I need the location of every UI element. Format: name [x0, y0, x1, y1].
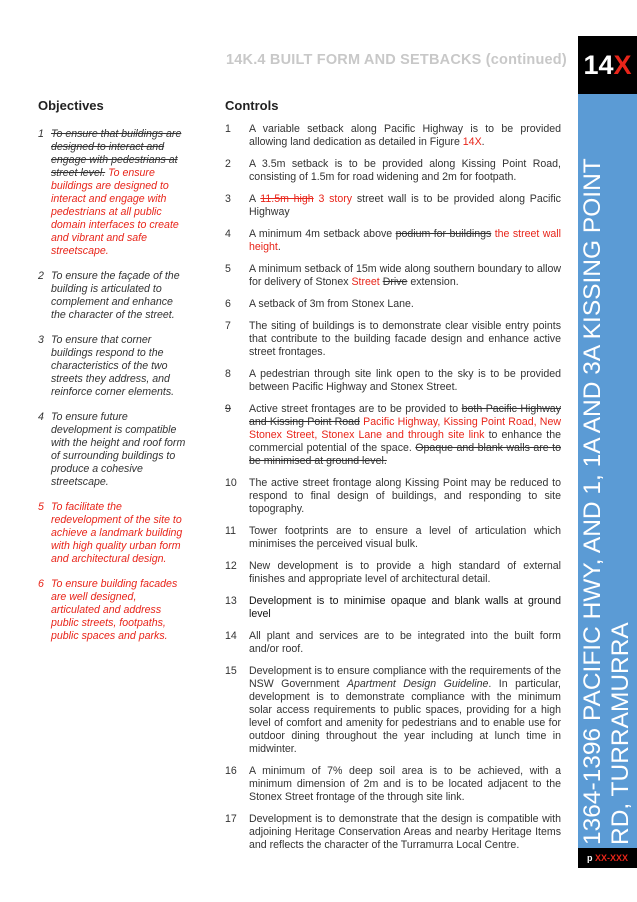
control-item-text [249, 765, 561, 804]
objectives-heading: Objectives [38, 98, 104, 113]
control-item-text [249, 228, 561, 254]
objective-item-text-run: To facilitate the redevelopment of the site to achieve a landmark building with high quality urban form and architectural design. [51, 501, 183, 565]
control-item-text-run: A [249, 193, 261, 205]
control-item [225, 630, 561, 656]
objective-item-text-run: To ensure that corner buildings respond to the characteristics of the two streets they address, and reinforce corner elements. [51, 334, 175, 398]
controls-heading: Controls [225, 98, 279, 113]
control-item-text-run: A minimum of 7% deep soil area is to be achieved, with a minimum dimension of 2m and is to be located adjacent to the Stonex Street frontage of the through site link. [249, 765, 561, 803]
objective-item-text-run: To ensure that buildings are designed to interact and engage with pedestrians at street level. [51, 128, 182, 179]
objective-item [38, 128, 188, 258]
control-item-number: 6 [225, 298, 231, 310]
control-item-text-run: . [277, 241, 281, 253]
control-item-text [249, 403, 561, 468]
control-item-text [249, 320, 561, 359]
control-item-text-run: 11.5m high [260, 193, 314, 205]
objective-item [38, 334, 188, 399]
control-item-text-run: A variable setback along Pacific Highway is to be provided allowing land dedication as detailed in Figure [249, 123, 561, 148]
control-item [225, 403, 561, 468]
objectives-list [38, 128, 188, 655]
control-item-text-run: Apartment Design Guideline [346, 678, 489, 690]
control-item [225, 525, 561, 551]
control-item-number: 15 [225, 665, 237, 677]
control-item-text-run: A minimum 4m setback above [249, 228, 396, 240]
page-title: 14K.4 BUILT FORM AND SETBACKS (continued) [226, 52, 567, 68]
control-item-number: 8 [225, 368, 231, 380]
control-item-text-run: both Pacific Highway and Kissing Point Road [249, 403, 561, 428]
control-item-text [249, 630, 561, 656]
control-item-number: 17 [225, 813, 237, 825]
controls-list [225, 123, 561, 861]
objective-item [38, 270, 188, 322]
control-item-text-run: . In particular, development is to demonstrate compliance with the minimum solar access requirements to public spaces, providing for a high level of comfort and amenity for pedestrians and to enable use for outdoor dining throughout the year including at lunch time in midwinter. [249, 678, 561, 755]
control-item-number: 9 [225, 403, 231, 415]
control-item-text [249, 158, 561, 184]
control-item [225, 158, 561, 184]
control-item-text-run: Development is to minimise opaque and blank walls at ground level [249, 595, 561, 620]
control-item-text-run: 3 story [318, 193, 353, 205]
objective-item [38, 501, 188, 566]
control-item [225, 765, 561, 804]
site-address-line-2: RD, TURRAMURRA [607, 622, 634, 845]
control-item-text [249, 263, 561, 289]
objective-item-number: 1 [38, 128, 44, 140]
control-item [225, 813, 561, 852]
control-item-text-run: A setback of 3m from Stonex Lane. [249, 298, 414, 310]
control-item-text-run: The active street frontage along Kissing Point may be reduced to respond to final design of buildings, and responding to site topography. [249, 477, 561, 515]
control-item-number: 5 [225, 263, 231, 275]
control-item [225, 123, 561, 149]
control-item-text [249, 298, 561, 311]
control-item-number: 4 [225, 228, 231, 240]
objective-item-number: 3 [38, 334, 44, 346]
control-item-number: 11 [225, 525, 236, 537]
control-item-number: 14 [225, 630, 237, 642]
control-item-text-run: Street [351, 276, 380, 288]
control-item-text-run: All plant and services are to be integrated into the built form and/or roof. [249, 630, 561, 655]
control-item-text-run: 14X [462, 136, 482, 148]
control-item [225, 560, 561, 586]
control-item-text [249, 560, 561, 586]
control-item-text-run: Development is to demonstrate that the design is compatible with adjoining Heritage Conservation Areas and nearby Heritage Items and reflects the character of the Turramurra Local Centre. [249, 813, 561, 851]
objective-item-text [51, 128, 188, 258]
control-item-text [249, 123, 561, 149]
control-item-number: 1 [225, 123, 231, 135]
objective-item-number: 5 [38, 501, 44, 513]
control-item-number: 7 [225, 320, 231, 332]
objective-item-text [51, 270, 188, 322]
control-item [225, 263, 561, 289]
control-item [225, 477, 561, 516]
control-item-text-run: . [481, 136, 485, 148]
control-item-text-run: Opaque and blank walls are to be minimised at ground level. [249, 442, 561, 467]
site-address-vertical [579, 85, 635, 845]
control-item-text-run: street wall is to be provided along Pacific Highway [249, 193, 561, 218]
control-item-text-run: Active street frontages are to be provided to [249, 403, 462, 415]
section-code-letter: X [613, 50, 632, 80]
site-address-line-1: 1364-1396 PACIFIC HWY, AND 1, 1A AND 3A KISSING POINT [579, 158, 606, 845]
control-item-text-run: Development is to ensure compliance with the requirements of the NSW Government [249, 665, 561, 690]
control-item-number: 3 [225, 193, 231, 205]
objective-item-text-run: To ensure building facades are well designed, articulated and address public streets, footpaths, public spaces and parks. [51, 578, 178, 642]
control-item [225, 320, 561, 359]
control-item-text-run: A pedestrian through site link open to the sky is to be provided between Pacific Highway and Stonex Street. [249, 368, 561, 393]
page-number: XX-XXX [595, 853, 629, 863]
objective-item-number: 6 [38, 578, 44, 590]
control-item-number: 10 [225, 477, 237, 489]
control-item-text [249, 477, 561, 516]
control-item [225, 665, 561, 756]
control-item-text-run: A 3.5m setback is to be provided along Kissing Point Road, consisting of 1.5m for road widening and 2m for footpath. [249, 158, 561, 183]
objective-item-text-run: To ensure the façade of the building is articulated to complement and enhance the character of the street. [51, 270, 180, 321]
control-item-text-run: extension. [407, 276, 459, 288]
control-item [225, 298, 561, 311]
control-item-number: 16 [225, 765, 237, 777]
objective-item-text [51, 501, 188, 566]
control-item [225, 595, 561, 621]
objective-item-number: 2 [38, 270, 44, 282]
control-item-text-run: A minimum setback of 15m wide along southern boundary to allow for delivery of Stonex [249, 263, 561, 288]
objective-item-text [51, 334, 188, 399]
control-item-text-run: Drive [382, 276, 408, 288]
page-prefix: p [586, 853, 593, 863]
objective-item-text [51, 578, 188, 643]
control-item [225, 228, 561, 254]
control-item-text-run: Tower footprints are to ensure a level of articulation which minimises the perceived visual bulk. [249, 525, 561, 550]
objective-item [38, 578, 188, 643]
control-item [225, 193, 561, 219]
objective-item-text-run: To ensure buildings are designed to interact and engage with pedestrians at all public domain interfaces to create and vibrant and safe streetscape. [51, 167, 179, 257]
control-item-text-run: New development is to provide a high standard of external finishes and appropriate level of architectural detail. [249, 560, 561, 585]
control-item-text-run: podium for buildings [395, 228, 492, 240]
control-item-text-run: Pacific Highway, Kissing Point Road, New Stonex Street, Stonex Lane and through site link [249, 416, 561, 441]
objective-item [38, 411, 188, 489]
control-item-number: 13 [225, 595, 237, 607]
control-item-text [249, 193, 561, 219]
control-item-text-run: The siting of buildings is to demonstrate clear visible entry points that contribute to the building facade design and enhance active street frontages. [249, 320, 561, 358]
objective-item-text [51, 411, 188, 489]
page-number-badge [578, 848, 637, 868]
section-code-number: 14 [583, 50, 614, 80]
control-item-text [249, 665, 561, 756]
control-item [225, 368, 561, 394]
control-item-text [249, 368, 561, 394]
objective-item-number: 4 [38, 411, 44, 423]
control-item-text [249, 595, 561, 621]
control-item-number: 2 [225, 158, 231, 170]
control-item-number: 12 [225, 560, 237, 572]
control-item-text [249, 525, 561, 551]
control-item-text [249, 813, 561, 852]
control-item-text-run: the street wall height [249, 228, 561, 253]
objective-item-text-run: To ensure future development is compatible with the height and roof form of surrounding buildings to produce a cohesive streetscape. [51, 411, 186, 488]
control-item-text-run: to enhance the commercial potential of the space. [249, 429, 561, 454]
